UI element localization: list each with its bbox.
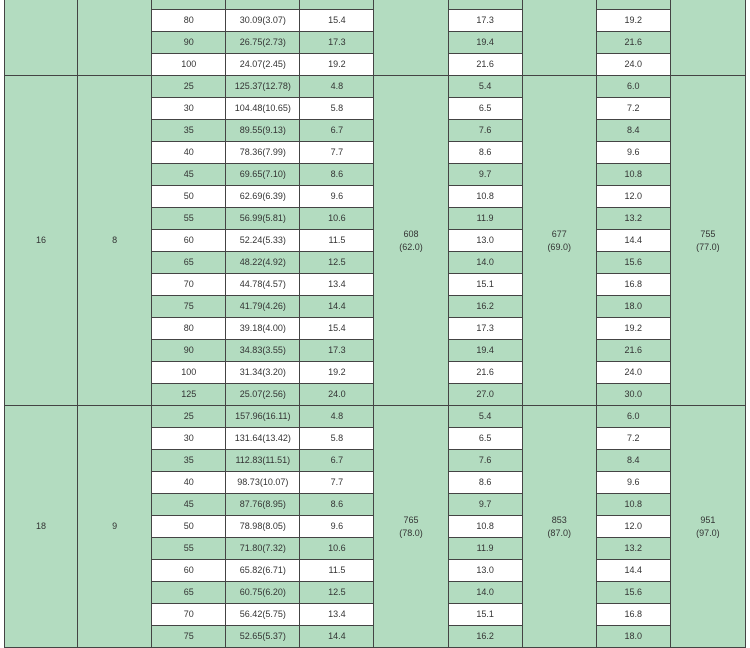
value-a-cell: 4.8 — [300, 406, 374, 428]
length-cell — [152, 0, 226, 10]
value-b-cell: 16.2 — [448, 296, 522, 318]
value-a-cell: 4.8 — [300, 76, 374, 98]
value-b-cell: 11.9 — [448, 208, 522, 230]
value-b-cell: 8.6 — [448, 142, 522, 164]
value-c-cell: 21.6 — [596, 340, 670, 362]
value-a-cell: 15.4 — [300, 10, 374, 32]
length-cell: 25 — [152, 406, 226, 428]
weight-cell: 56.99(5.81) — [226, 208, 300, 230]
weight-cell: 87.76(8.95) — [226, 494, 300, 516]
length-cell: 70 — [152, 274, 226, 296]
value-c-cell: 21.6 — [596, 32, 670, 54]
length-cell: 30 — [152, 98, 226, 120]
length-cell: 60 — [152, 230, 226, 252]
value-c-cell: 14.4 — [596, 230, 670, 252]
value-a-cell: 7.7 — [300, 472, 374, 494]
span-a-cell — [374, 406, 448, 648]
value-c-cell: 13.2 — [596, 208, 670, 230]
span-b-cell-value: 853 — [551, 514, 567, 525]
table-row — [5, 0, 746, 10]
group-thickness-cell — [78, 0, 152, 76]
length-cell: 55 — [152, 538, 226, 560]
span-b-cell — [522, 0, 596, 76]
value-a-cell: 15.4 — [300, 318, 374, 340]
value-a-cell: 11.5 — [300, 230, 374, 252]
group-thickness-cell: 8 — [78, 76, 152, 406]
span-a-cell-secondary-value: (62.0) — [399, 241, 423, 252]
length-cell: 35 — [152, 450, 226, 472]
value-b-cell: 27.0 — [448, 384, 522, 406]
span-a-cell-secondary-value: (78.0) — [399, 527, 423, 538]
value-a-cell: 24.0 — [300, 384, 374, 406]
value-a-cell: 13.4 — [300, 274, 374, 296]
weight-cell: 98.73(10.07) — [226, 472, 300, 494]
weight-cell: 44.78(4.57) — [226, 274, 300, 296]
value-a-cell: 14.4 — [300, 626, 374, 648]
length-cell: 75 — [152, 296, 226, 318]
weight-cell: 62.69(6.39) — [226, 186, 300, 208]
value-c-cell: 19.2 — [596, 10, 670, 32]
value-c-cell: 8.4 — [596, 120, 670, 142]
value-c-cell: 9.6 — [596, 142, 670, 164]
span-c-cell — [670, 76, 745, 406]
value-b-cell: 9.7 — [448, 494, 522, 516]
span-b-cell-value: 677 — [551, 228, 567, 239]
value-b-cell: 8.6 — [448, 472, 522, 494]
span-b-cell — [522, 76, 596, 406]
value-c-cell: 7.2 — [596, 428, 670, 450]
value-a-cell: 19.2 — [300, 54, 374, 76]
value-a-cell: 9.6 — [300, 516, 374, 538]
length-cell: 100 — [152, 362, 226, 384]
weight-cell: 41.79(4.26) — [226, 296, 300, 318]
value-b-cell: 5.4 — [448, 406, 522, 428]
length-cell: 80 — [152, 10, 226, 32]
weight-cell: 52.65(5.37) — [226, 626, 300, 648]
value-a-cell: 12.5 — [300, 582, 374, 604]
value-c-cell: 24.0 — [596, 54, 670, 76]
weight-cell: 39.18(4.00) — [226, 318, 300, 340]
value-a-cell: 19.2 — [300, 362, 374, 384]
span-a-cell-value: 608 — [403, 228, 419, 239]
value-b-cell: 7.6 — [448, 450, 522, 472]
spec-table-container — [4, 0, 746, 648]
value-c-cell: 9.6 — [596, 472, 670, 494]
value-b-cell: 21.6 — [448, 54, 522, 76]
length-cell: 70 — [152, 604, 226, 626]
span-c-cell — [670, 406, 745, 648]
value-a-cell: 11.5 — [300, 560, 374, 582]
value-b-cell: 13.0 — [448, 560, 522, 582]
length-cell: 35 — [152, 120, 226, 142]
value-b-cell: 19.4 — [448, 340, 522, 362]
weight-cell: 52.24(5.33) — [226, 230, 300, 252]
value-a-cell: 5.8 — [300, 428, 374, 450]
value-b-cell: 6.5 — [448, 428, 522, 450]
span-a-cell — [374, 76, 448, 406]
value-b-cell: 5.4 — [448, 76, 522, 98]
value-a-cell: 12.5 — [300, 252, 374, 274]
spec-table-body — [5, 0, 746, 648]
span-a-cell — [374, 0, 448, 76]
value-c-cell: 14.4 — [596, 560, 670, 582]
weight-cell: 60.75(6.20) — [226, 582, 300, 604]
length-cell: 90 — [152, 340, 226, 362]
value-a-cell: 7.7 — [300, 142, 374, 164]
value-c-cell: 19.2 — [596, 318, 670, 340]
value-b-cell: 21.6 — [448, 362, 522, 384]
value-b-cell: 15.1 — [448, 604, 522, 626]
value-a-cell: 8.6 — [300, 164, 374, 186]
value-c-cell: 18.0 — [596, 296, 670, 318]
length-cell: 90 — [152, 32, 226, 54]
value-a-cell: 6.7 — [300, 120, 374, 142]
value-a-cell: 6.7 — [300, 450, 374, 472]
value-c-cell: 15.6 — [596, 252, 670, 274]
span-c-cell-secondary-value: (77.0) — [696, 241, 720, 252]
weight-cell: 157.96(16.11) — [226, 406, 300, 428]
value-c-cell: 10.8 — [596, 494, 670, 516]
span-b-cell — [522, 406, 596, 648]
value-b-cell: 14.0 — [448, 582, 522, 604]
value-b-cell: 7.6 — [448, 120, 522, 142]
length-cell: 45 — [152, 494, 226, 516]
span-b-cell-secondary-value: (87.0) — [547, 527, 571, 538]
group-thickness-cell: 9 — [78, 406, 152, 648]
value-b-cell: 9.7 — [448, 164, 522, 186]
weight-cell: 89.55(9.13) — [226, 120, 300, 142]
length-cell: 40 — [152, 142, 226, 164]
value-b-cell: 17.3 — [448, 318, 522, 340]
value-b-cell: 13.0 — [448, 230, 522, 252]
weight-cell: 65.82(6.71) — [226, 560, 300, 582]
weight-cell: 30.09(3.07) — [226, 10, 300, 32]
value-b-cell: 14.0 — [448, 252, 522, 274]
length-cell: 60 — [152, 560, 226, 582]
value-b-cell: 15.1 — [448, 274, 522, 296]
length-cell: 55 — [152, 208, 226, 230]
value-a-cell: 13.4 — [300, 604, 374, 626]
weight-cell: 78.36(7.99) — [226, 142, 300, 164]
span-c-cell-value: 951 — [700, 514, 716, 525]
value-c-cell — [596, 0, 670, 10]
value-c-cell: 12.0 — [596, 516, 670, 538]
value-a-cell: 14.4 — [300, 296, 374, 318]
length-cell: 100 — [152, 54, 226, 76]
span-b-cell-secondary-value: (69.0) — [547, 241, 571, 252]
weight-cell: 31.34(3.20) — [226, 362, 300, 384]
length-cell: 25 — [152, 76, 226, 98]
value-b-cell — [448, 0, 522, 10]
value-c-cell: 30.0 — [596, 384, 670, 406]
weight-cell: 112.83(11.51) — [226, 450, 300, 472]
value-c-cell: 6.0 — [596, 76, 670, 98]
weight-cell: 26.75(2.73) — [226, 32, 300, 54]
value-c-cell: 8.4 — [596, 450, 670, 472]
span-c-cell-secondary-value: (97.0) — [696, 527, 720, 538]
group-size-cell: 16 — [5, 76, 78, 406]
weight-cell: 78.98(8.05) — [226, 516, 300, 538]
value-c-cell: 24.0 — [596, 362, 670, 384]
weight-cell: 71.80(7.32) — [226, 538, 300, 560]
weight-cell — [226, 0, 300, 10]
length-cell: 75 — [152, 626, 226, 648]
value-a-cell: 5.8 — [300, 98, 374, 120]
value-b-cell: 16.2 — [448, 626, 522, 648]
value-b-cell: 19.4 — [448, 32, 522, 54]
value-c-cell: 16.8 — [596, 604, 670, 626]
value-a-cell — [300, 0, 374, 10]
value-c-cell: 12.0 — [596, 186, 670, 208]
value-c-cell: 18.0 — [596, 626, 670, 648]
value-a-cell: 10.6 — [300, 208, 374, 230]
length-cell: 65 — [152, 252, 226, 274]
value-a-cell: 17.3 — [300, 340, 374, 362]
weight-cell: 104.48(10.65) — [226, 98, 300, 120]
weight-cell: 131.64(13.42) — [226, 428, 300, 450]
value-c-cell: 7.2 — [596, 98, 670, 120]
value-b-cell: 11.9 — [448, 538, 522, 560]
weight-cell: 56.42(5.75) — [226, 604, 300, 626]
value-a-cell: 9.6 — [300, 186, 374, 208]
span-c-cell — [670, 0, 745, 76]
weight-cell: 25.07(2.56) — [226, 384, 300, 406]
weight-cell: 24.07(2.45) — [226, 54, 300, 76]
value-a-cell: 10.6 — [300, 538, 374, 560]
length-cell: 30 — [152, 428, 226, 450]
group-size-cell: 18 — [5, 406, 78, 648]
length-cell: 65 — [152, 582, 226, 604]
value-c-cell: 16.8 — [596, 274, 670, 296]
table-row — [5, 76, 746, 98]
value-b-cell: 10.8 — [448, 186, 522, 208]
value-c-cell: 13.2 — [596, 538, 670, 560]
weight-cell: 125.37(12.78) — [226, 76, 300, 98]
length-cell: 45 — [152, 164, 226, 186]
spec-table — [4, 0, 746, 648]
value-c-cell: 6.0 — [596, 406, 670, 428]
length-cell: 40 — [152, 472, 226, 494]
weight-cell: 48.22(4.92) — [226, 252, 300, 274]
value-b-cell: 6.5 — [448, 98, 522, 120]
weight-cell: 34.83(3.55) — [226, 340, 300, 362]
value-a-cell: 17.3 — [300, 32, 374, 54]
span-c-cell-value: 755 — [700, 228, 716, 239]
value-c-cell: 15.6 — [596, 582, 670, 604]
group-size-cell — [5, 0, 78, 76]
span-a-cell-value: 765 — [403, 514, 419, 525]
length-cell: 80 — [152, 318, 226, 340]
value-a-cell: 8.6 — [300, 494, 374, 516]
weight-cell: 69.65(7.10) — [226, 164, 300, 186]
value-b-cell: 10.8 — [448, 516, 522, 538]
length-cell: 50 — [152, 186, 226, 208]
table-row — [5, 406, 746, 428]
length-cell: 50 — [152, 516, 226, 538]
length-cell: 125 — [152, 384, 226, 406]
value-c-cell: 10.8 — [596, 164, 670, 186]
value-b-cell: 17.3 — [448, 10, 522, 32]
